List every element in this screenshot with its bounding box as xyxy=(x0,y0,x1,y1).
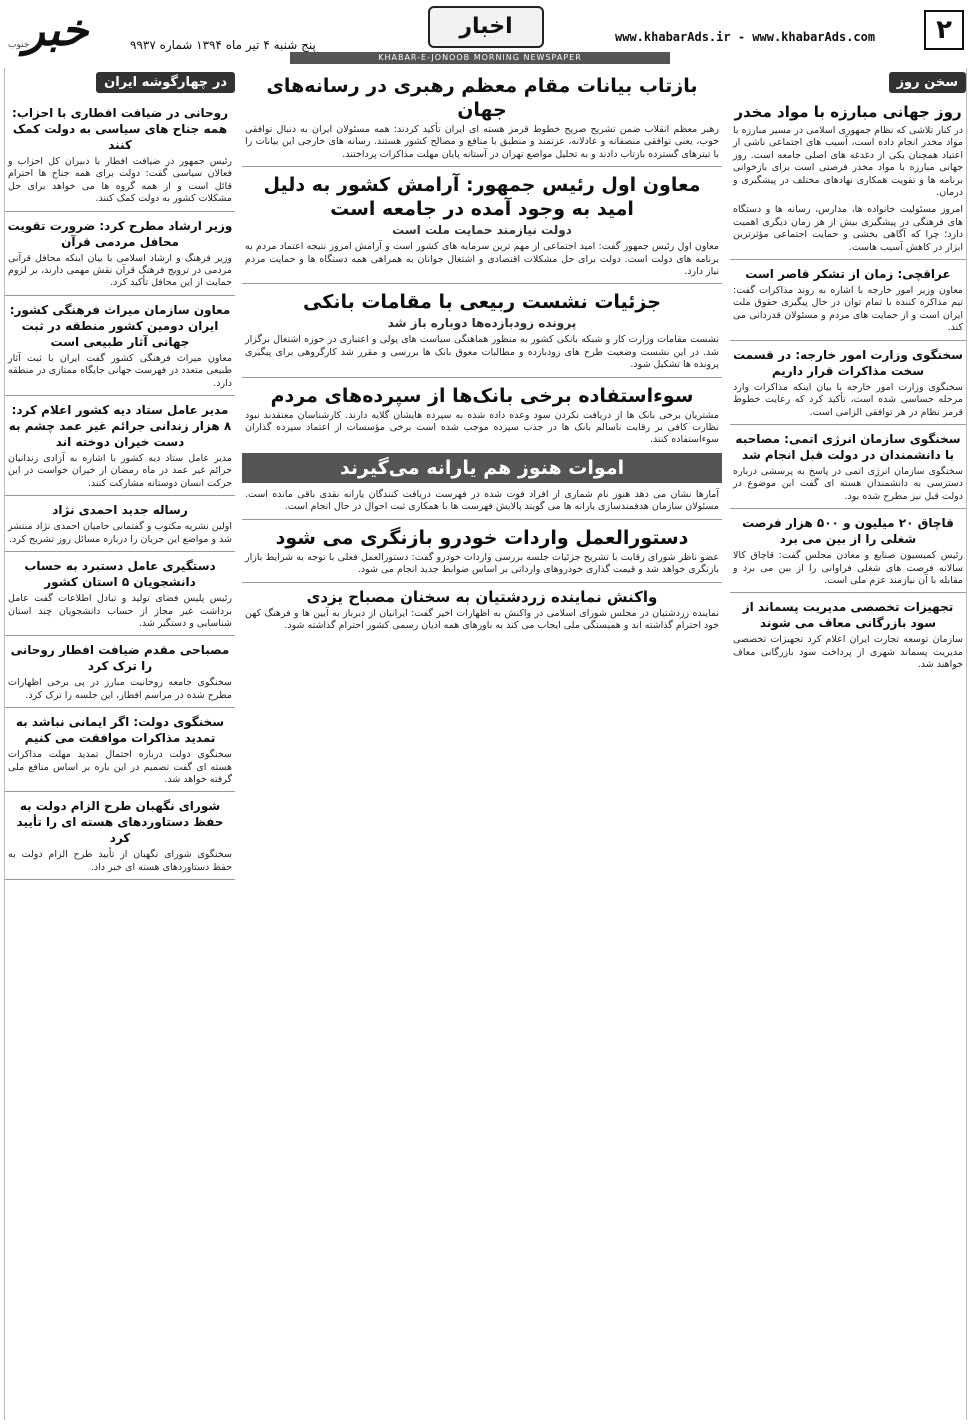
divider xyxy=(242,519,722,520)
headline: واکنش نماینده زردشتیان به سخنان مصباح یزدی xyxy=(306,587,658,606)
headline: سوءاستفاده برخی بانک‌ها از سپرده‌های مردم xyxy=(270,384,694,407)
headline: دستورالعمل واردات خودرو بازنگری می شود xyxy=(275,526,689,549)
divider xyxy=(5,295,235,296)
main-news-area xyxy=(242,68,722,1420)
article-text: در کنار تلاشی که نظام جمهوری اسلامی در مسیر مبارزه با مواد مخدر انجام داده است، آسیب های اجتماعی ناشی از اعتیاد همچنان یکی از دغدغه های اصلی جامعه است. روز جهانی مبارزه با مواد مخدر فرصتی است برای بازخوانی برنامه ها و تقویت همکاری نهادهای مختلف در پیشگیری و درمان. xyxy=(733,125,963,199)
page-number: ۲ xyxy=(924,10,964,50)
divider xyxy=(5,791,235,792)
brief-text: مدیر عامل ستاد دیه کشور با اشاره به آزادی زندانیان جرائم غیر عمد در ماه رمضان از خیران خواست در این حرکت انسان دوستانه مشارکت کنند. xyxy=(8,453,232,489)
divider xyxy=(730,340,966,341)
divider xyxy=(5,395,235,396)
brief-headline: معاون سازمان میراث فرهنگی کشور: ایران دومین کشور منطقه در ثبت جهانی آثار طبیعی است xyxy=(9,302,231,349)
brief-headline: مدیر عامل ستاد دیه کشور اعلام کرد: ۸ هزار زندانی جرائم غیر عمد چشم به دست خیران دوخته اند xyxy=(8,403,232,450)
brief-headline: دستگیری عامل دستبرد به حساب دانشجویان ۵ استان کشور xyxy=(24,559,216,590)
headline: معاون اول رئیس جمهور: آرامش کشور به دلیل امید به وجود آمده در جامعه است xyxy=(263,174,701,221)
newspaper-logo: خبر xyxy=(23,5,89,56)
divider xyxy=(5,635,235,636)
english-banner: KHABAR-E-JONOOB MORNING NEWSPAPER xyxy=(290,52,670,64)
article-text: نماینده زردشتیان در مجلس شورای اسلامی در واکنش به اظهارات اخیر گفت: ایرانیان از دیرباز به آیین ها و فرهنگ کهن خود احترام گذاشته اند و همبستگی ملی ایجاب می کند به باورهای همه ادیان رسمی کشور احترام گذاشته شود. xyxy=(245,607,719,631)
divider xyxy=(242,582,722,583)
divider xyxy=(730,424,966,425)
dateline: پنج شنبه ۴ تیر ماه ۱۳۹۴ شماره ۹۹۳۷ xyxy=(130,38,316,52)
divider xyxy=(5,211,235,212)
editorial-title: روز جهانی مبارزه با مواد مخدر xyxy=(734,103,962,121)
brief-text: سخنگوی جامعه روحانیت مبارز در پی برخی اظهارات مطرح شده در مراسم افطار، این جلسه را ترک کرد. xyxy=(8,677,232,701)
brief-headline: سخنگوی دولت: اگر ایمانی نباشد به تمدید مذاکرات موافقت می کنیم xyxy=(15,715,225,746)
article-text: امروز مسئولیت خانواده ها، مدارس، رسانه ها و دستگاه های فرهنگی در پیشگیری بیش از هر زمان دیگری اهمیت دارد؛ چرا که آگاهی بخشی و حمایت اجتماعی مؤثرترین ابزار در کاهش آسیب هاست. xyxy=(733,204,963,253)
brief-text: وزیر فرهنگ و ارشاد اسلامی با بیان اینکه محافل قرآنی مردمی در ترویج فرهنگ قرآن نقش مهمی دارند، بر لزوم حمایت از این محافل تأکید کرد. xyxy=(8,252,232,289)
headline: سخنگوی وزارت امور خارجه: در قسمت سخت مذاکرات قرار داریم xyxy=(733,347,963,378)
headline: عراقچی: زمان از تشکر قاصر است xyxy=(745,267,951,282)
brief-headline: روحانی در ضیافت افطاری با احزاب: همه جناح های سیاسی به دولت کمک کنند xyxy=(12,106,228,152)
article-text: سخنگوی وزارت امور خارجه با بیان اینکه مذاکرات وارد مرحله حساسی شده است، تأکید کرد که رعایت خطوط قرمز نظام در هر توافقی الزامی است. xyxy=(733,381,963,418)
brief-headline: وزیر ارشاد مطرح کرد: ضرورت تقویت محافل مردمی قرآن xyxy=(7,218,233,249)
brief-headline: شورای نگهبان طرح الزام دولت به حفظ دستاوردهای هسته ای را تأیید کرد xyxy=(16,799,224,846)
logo-subtitle: جنوب xyxy=(8,40,30,50)
website-address: www.khabarAds.ir - www.khabarAds.com xyxy=(615,30,876,44)
brief-headline: رساله جدید احمدی نژاد xyxy=(52,503,188,518)
article-text: رئیس کمیسیون صنایع و معادن مجلس گفت: قاچاق کالا سالانه فرصت های شغلی فراوانی را از بین می برد و مقابله با آن نیازمند عزم ملی است. xyxy=(733,550,963,586)
divider xyxy=(242,166,722,167)
article-text: معاون اول رئیس جمهور گفت: امید اجتماعی از مهم ترین سرمایه های کشور است و آرامش امروز نتیجه اعتماد مردم به برنامه های دولت است. دولت برای حل مشکلات اقتصادی و اشتغال جوانان به همراهی همه دستگاه ها و حمایت مردم نیاز دارد. xyxy=(245,241,719,278)
section-title: اخبار xyxy=(428,6,544,48)
divider xyxy=(730,508,966,509)
news-brief-list xyxy=(5,105,235,880)
lead-headline: بازتاب بیانات مقام معظم رهبری در رسانه‌های جهان xyxy=(266,75,698,121)
subheadline: دولت نیازمند حمایت ملت است xyxy=(392,223,572,238)
article-text: عضو ناظر شورای رقابت با تشریح جزئیات جلسه بررسی واردات خودرو گفت: دستورالعمل فعلی با توجه به شرایط بازار بازنگری خواهد شد و قیمت گذاری خودروهای وارداتی بر اساس ضوابط جدید انجام می شود. xyxy=(245,551,719,576)
divider xyxy=(5,879,235,880)
brief-text: رئیس جمهور در ضیافت افطار با دبیران کل احزاب و فعالان سیاسی گفت: دولت برای همه جناح ها احترام قائل است و از همه گروه ها می خواهد برای حل مشکلات کشور به دولت کمک کنند. xyxy=(8,156,232,205)
article-text: مشتریان برخی بانک ها از دریافت نکردن سود وعده داده شده به سپرده هایشان گلایه دارند. کارشناسان معتقدند نبود نظارت کافی بر رقابت ناسالم بانک ها در جذب سپرده موجب شده است برخی مؤسسات از اعتماد سپرده گذاران سوءاستفاده کنند. xyxy=(245,409,719,446)
divider xyxy=(5,707,235,708)
divider xyxy=(5,495,235,496)
headline: تجهیزات تخصصی مدیریت پسماند از سود بازرگانی معاف می شوند xyxy=(742,600,954,631)
headline-banner: اموات هنوز هم یارانه می‌گیرند xyxy=(242,453,722,483)
regional-news-column xyxy=(4,68,235,1420)
brief-text: رئیس پلیس فضای تولید و تبادل اطلاعات گفت عامل برداشت غیر مجاز از حساب دانشجویان چند استان شناسایی و دستگیر شد. xyxy=(8,593,232,629)
article-text: آمارها نشان می دهد هنوز نام شماری از افراد فوت شده در فهرست دریافت کنندگان یارانه نقدی باقی مانده است. مسئولان سازمان هدفمندسازی یارانه ها می گویند پالایش فهرست ها با همکاری ثبت احوال در حال انجام است. xyxy=(245,488,719,513)
divider xyxy=(242,377,722,378)
article-text: معاون وزیر امور خارجه با اشاره به روند مذاکرات گفت: تیم مذاکره کننده با تمام توان در حال پیگیری حقوق ملت ایران است و از حمایت های مردم و مسئولان قدردانی می کند. xyxy=(733,285,963,334)
brief-headline: مصباحی مقدم ضیافت افطار روحانی را ترک کرد xyxy=(10,643,230,674)
article-text: سازمان توسعه تجارت ایران اعلام کرد تجهیزات تخصصی مدیریت پسماند شهری از پرداخت سود بازرگانی معاف خواهند شد. xyxy=(733,634,963,671)
article-text: نشست مقامات وزارت کار و شبکه بانکی کشور به منظور هماهنگی سیاست های پولی و اعتباری در حوزه اشتغال برگزار شد. در این نشست وضعیت طرح های زودبازده و مطالبات معوق بانک ها بررسی و مقرر شد کارگروهی برای پیگیری پرونده ها تشکیل شود. xyxy=(245,334,719,371)
headline: قاچاق ۲۰ میلیون و ۵۰۰ هزار فرصت شغلی را از بین می برد xyxy=(742,516,954,547)
brief-text: سخنگوی دولت درباره احتمال تمدید مهلت مذاکرات هسته ای گفت تصمیم در این باره بر اساس منافع ملی گرفته خواهد شد. xyxy=(8,749,232,785)
subheadline: پرونده زودبازده‌ها دوباره باز شد xyxy=(387,316,577,331)
column-tag: سخن روز xyxy=(889,72,966,93)
divider xyxy=(730,592,966,593)
brief-text: سخنگوی شورای نگهبان از تأیید طرح الزام دولت به حفظ دستاوردهای هسته ای خبر داد. xyxy=(8,849,232,873)
brief-text: معاون میراث فرهنگی کشور گفت ایران با ثبت آثار طبیعی متعدد در فهرست جهانی جایگاه ممتازی در منطقه دارد. xyxy=(8,352,232,389)
editorial-column xyxy=(730,68,967,1420)
column-tag: در چهارگوشه ایران xyxy=(96,72,235,93)
brief-text: اولین نشریه مکتوب و گفتمانی حامیان احمدی نژاد منتشر شد و مواضع این جریان را درباره مسائل روز تشریح کرد. xyxy=(8,521,232,545)
divider xyxy=(730,259,966,260)
headline: جزئیات نشست ربیعی با مقامات بانکی xyxy=(303,291,661,314)
headline: سخنگوی سازمان انرژی اتمی: مصاحبه با دانشمندان در دولت قبل انجام شد xyxy=(735,431,961,462)
masthead xyxy=(0,0,970,66)
article-text: سخنگوی سازمان انرژی اتمی در پاسخ به پرسشی درباره دسترسی به دانشمندان هسته ای گفت این موضوع در دولت قبل نیز مطرح شده بود. xyxy=(733,465,963,502)
article-text: رهبر معظم انقلاب ضمن تشریح صریح خطوط قرمز هسته ای ایران تأکید کردند: همه مسئولان ایران به دنبال توافقی خوب، یعنی توافقی منصفانه و عادلانه، عزتمند و منطبق با منافع و مصالح کشور هستند. رسانه های خارجی این بیانات را با تیترهای گسترده بازتاب دادند و به تحلیل مواضع تهران در آستانه پایان مهلت مذاکرات پرداختند. xyxy=(245,124,719,160)
divider xyxy=(242,283,722,284)
divider xyxy=(5,551,235,552)
